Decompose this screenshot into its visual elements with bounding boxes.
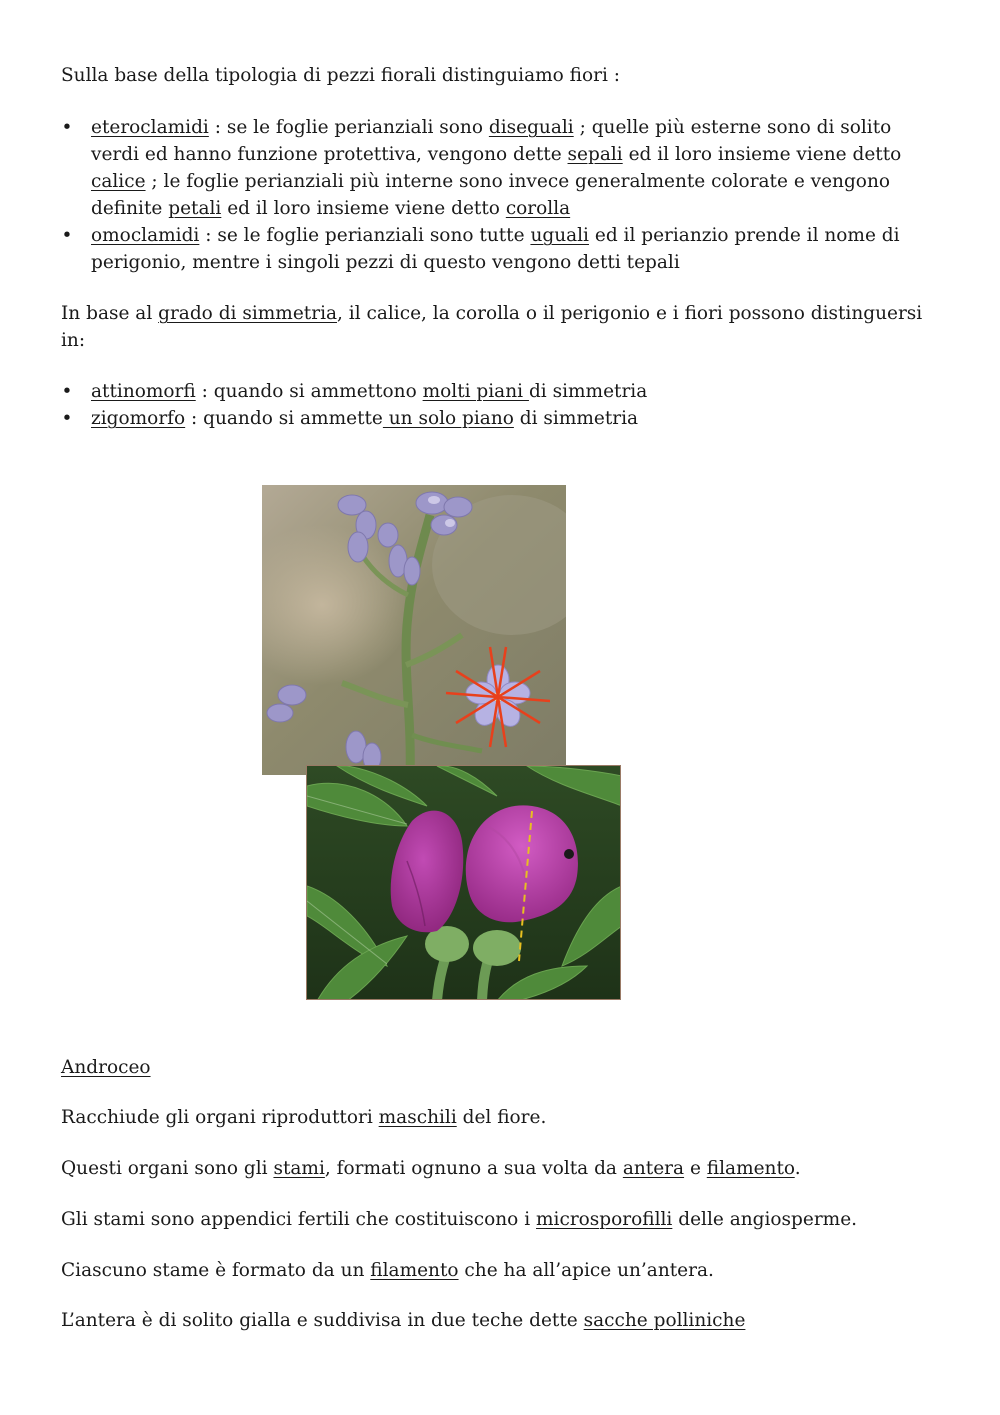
list-item-text (91, 117, 901, 219)
paragraph-microsporofilli (61, 1206, 941, 1233)
text-segment: . (794, 1158, 801, 1179)
symmetry-paragraph (61, 300, 941, 354)
text-segment: di simmetria (528, 381, 648, 402)
symmetry-type-list (61, 378, 941, 432)
underlined-term: sacche polliniche (583, 1310, 746, 1331)
list-item-text (91, 408, 638, 429)
paragraph-antera (61, 1307, 941, 1334)
bullet-icon: • (61, 225, 73, 246)
text-segment: Gli stami sono appendici fertili che costituiscono i (61, 1209, 536, 1230)
paragraph-maschili (61, 1104, 941, 1131)
text-segment: L’antera è di solito gialla e suddivisa in due teche dette (61, 1310, 584, 1331)
underlined-term: antera (622, 1158, 685, 1179)
text-segment: Ciascuno stame è formato da un (61, 1260, 371, 1281)
text-segment: : quando si ammette (185, 408, 383, 429)
underlined-term: attinomorfi (91, 381, 196, 402)
text-segment: Questi organi sono gli (61, 1158, 274, 1179)
text-segment: del fiore. (456, 1107, 547, 1128)
text-segment: : se le foglie perianziali sono (208, 117, 489, 138)
text-segment: : se le foglie perianziali sono tutte (199, 225, 531, 246)
underlined-term: filamento (706, 1158, 795, 1179)
text-segment: Racchiude gli organi riproduttori (61, 1107, 379, 1128)
underlined-term: calice (91, 171, 146, 192)
bullet-icon: • (61, 117, 73, 138)
underlined-term: omoclamidi (91, 225, 200, 246)
text-segment: ; le foglie perianziali più interne sono invece generalmente colorate e vengono definite (91, 171, 891, 219)
underlined-term: un solo piano (382, 408, 514, 429)
zygomorphic-flower-photo (306, 765, 621, 1000)
list-item-omoclamidi (61, 222, 941, 276)
paragraph-filamento (61, 1257, 941, 1284)
text-segment: ; quelle più esterne sono di solito verdi ed hanno funzione protettiva, vengono dette (91, 117, 892, 165)
list-item-text (91, 225, 900, 273)
list-item-attinomorfi (61, 378, 941, 405)
bullet-icon: • (61, 408, 73, 429)
underlined-term: sepali (567, 144, 623, 165)
list-item-text (91, 381, 647, 402)
text-segment: e (684, 1158, 707, 1179)
symmetry-text-post: , il calice, la corolla o il perigonio e i fiori possono distinguersi in: (61, 303, 923, 351)
underlined-term: stami (273, 1158, 325, 1179)
list-item-zigomorfo (61, 405, 941, 432)
underlined-term: molti piani (422, 381, 529, 402)
section-title-androceo: Androceo (61, 1057, 151, 1078)
underlined-term: corolla (505, 198, 571, 219)
text-segment: ed il loro insieme viene detto (221, 198, 506, 219)
perianth-type-list (61, 114, 941, 276)
list-item-eteroclamidi (61, 114, 941, 222)
text-segment: : quando si ammettono (195, 381, 423, 402)
text-segment: , formati ognuno a sua volta da (324, 1158, 623, 1179)
symmetry-text-pre: In base al (61, 303, 159, 324)
intro-paragraph: Sulla base della tipologia di pezzi fiorali distinguiamo fiori : (61, 65, 621, 86)
text-segment: ed il loro insieme viene detto (622, 144, 902, 165)
actinomorphic-flower-photo (262, 485, 566, 775)
text-segment: che ha all’apice un’antera. (458, 1260, 714, 1281)
underlined-term: eteroclamidi (91, 117, 209, 138)
bullet-icon: • (61, 381, 73, 402)
symmetry-term: grado di simmetria (158, 303, 338, 324)
underlined-term: microsporofilli (536, 1209, 673, 1230)
text-segment: delle angiosperme. (672, 1209, 858, 1230)
underlined-term: diseguali (488, 117, 574, 138)
underlined-term: zigomorfo (91, 408, 186, 429)
underlined-term: maschili (378, 1107, 457, 1128)
text-segment: di simmetria (513, 408, 639, 429)
paragraph-stami (61, 1155, 941, 1182)
underlined-term: uguali (530, 225, 589, 246)
underlined-term: petali (168, 198, 222, 219)
text-segment: ed il perianzio prende il nome di perigonio, mentre i singoli pezzi di questo vengono detti tepali (91, 225, 900, 273)
underlined-term: filamento (370, 1260, 459, 1281)
